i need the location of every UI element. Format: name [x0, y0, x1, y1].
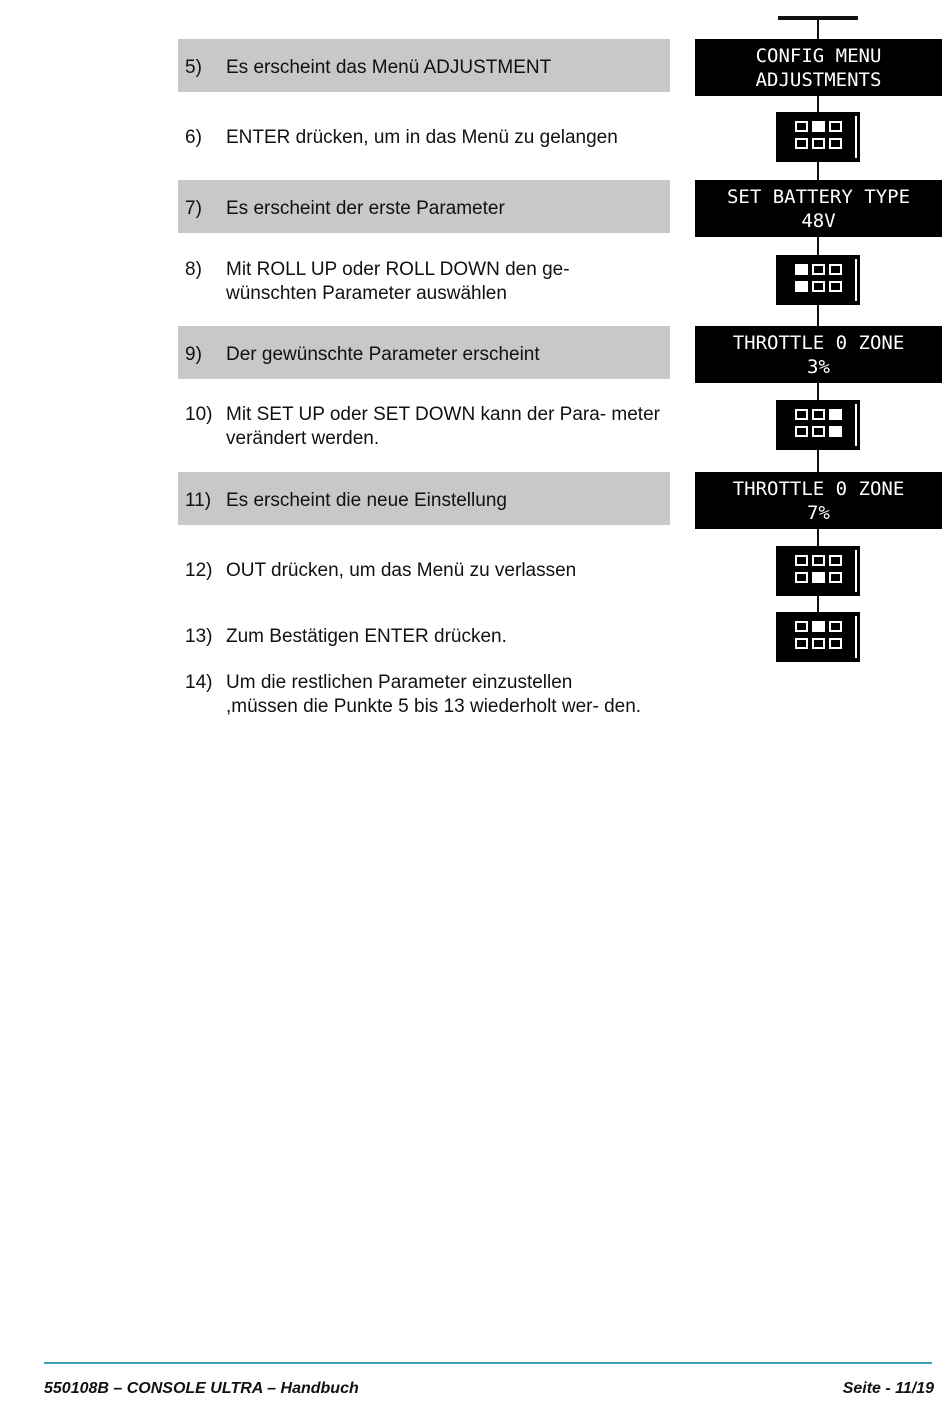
key-icon — [812, 138, 825, 149]
key-icon — [795, 621, 808, 632]
lcd-line-2: 48V — [801, 210, 836, 232]
lcd-line-2: 3% — [807, 356, 830, 378]
step-10 — [178, 400, 670, 460]
lcd-line-2: 7% — [807, 502, 830, 524]
footer-divider — [44, 1362, 932, 1364]
step-text: Um die restlichen Parameter einzustellen ,müssen die Punkte 5 bis 13 wiederholt wer- den. — [226, 672, 642, 717]
key-icon — [812, 555, 825, 566]
step-number: 5) — [185, 57, 202, 78]
key-icon — [795, 409, 808, 420]
footer-document-title: 550108B – CONSOLE ULTRA – Handbuch — [44, 1380, 359, 1397]
key-icon — [812, 264, 825, 275]
key-icon — [795, 572, 808, 583]
step-text: Es erscheint das Menü ADJUSTMENT — [226, 57, 552, 78]
lcd-line-1: CONFIG MENU — [755, 45, 882, 67]
lcd-display-config-menu — [695, 39, 942, 96]
keypad-out — [776, 546, 860, 596]
lcd-display-throttle-7 — [695, 472, 942, 529]
key-icon — [812, 426, 825, 437]
step-text: OUT drücken, um das Menü zu verlassen — [226, 560, 577, 581]
step-number: 8) — [185, 259, 202, 280]
key-icon — [812, 281, 825, 292]
key-icon — [795, 555, 808, 566]
key-icon — [829, 121, 842, 132]
key-icon — [795, 138, 808, 149]
key-icon — [812, 409, 825, 420]
key-icon — [829, 555, 842, 566]
key-icon — [812, 638, 825, 649]
key-icon — [829, 572, 842, 583]
key-icon — [829, 281, 842, 292]
step-5 — [178, 39, 670, 92]
step-number: 13) — [185, 626, 213, 647]
lcd-line-1: SET BATTERY TYPE — [726, 186, 911, 208]
step-text: Zum Bestätigen ENTER drücken. — [226, 626, 507, 647]
step-text: Mit SET UP oder SET DOWN kann der Para- meter verändert werden. — [226, 404, 660, 449]
step-8 — [178, 255, 670, 315]
step-11 — [178, 472, 670, 525]
lcd-display-battery-type — [695, 180, 942, 237]
step-number: 7) — [185, 198, 202, 219]
step-7 — [178, 180, 670, 233]
step-number: 6) — [185, 127, 202, 148]
key-pressed-icon — [812, 121, 825, 132]
key-icon — [795, 426, 808, 437]
keypad-roll — [776, 255, 860, 305]
step-6 — [178, 112, 670, 162]
step-text: Der gewünschte Parameter erscheint — [226, 344, 540, 365]
step-13 — [178, 612, 670, 652]
lcd-line-1: THROTTLE 0 ZONE — [732, 478, 905, 500]
step-number: 9) — [185, 344, 202, 365]
key-icon — [829, 264, 842, 275]
step-number: 11) — [185, 490, 212, 511]
keypad-set — [776, 400, 860, 450]
step-text: Es erscheint der erste Parameter — [226, 198, 505, 219]
step-text: Mit ROLL UP oder ROLL DOWN den ge- wünschten Parameter auswählen — [226, 259, 570, 304]
key-pressed-icon — [829, 409, 842, 420]
key-icon — [829, 138, 842, 149]
key-pressed-icon — [829, 426, 842, 437]
key-icon — [795, 121, 808, 132]
key-pressed-icon — [812, 621, 825, 632]
keypad-enter-confirm — [776, 612, 860, 662]
key-pressed-icon — [795, 264, 808, 275]
step-12 — [178, 546, 670, 596]
step-text: ENTER drücken, um in das Menü zu gelangen — [226, 127, 618, 148]
lcd-display-throttle-3 — [695, 326, 942, 383]
key-icon — [829, 621, 842, 632]
key-icon — [795, 638, 808, 649]
step-number: 10) — [185, 404, 213, 425]
step-14 — [178, 668, 670, 748]
step-number: 14) — [185, 672, 213, 693]
lcd-line-2: ADJUSTMENTS — [755, 69, 882, 91]
lcd-line-1: THROTTLE 0 ZONE — [732, 332, 905, 354]
key-pressed-icon — [812, 572, 825, 583]
key-pressed-icon — [795, 281, 808, 292]
key-icon — [829, 638, 842, 649]
footer-page-number: Seite - 11/19 — [842, 1380, 934, 1397]
step-9 — [178, 326, 670, 379]
step-text: Es erscheint die neue Einstellung — [226, 490, 507, 511]
keypad-enter — [776, 112, 860, 162]
step-number: 12) — [185, 560, 213, 581]
